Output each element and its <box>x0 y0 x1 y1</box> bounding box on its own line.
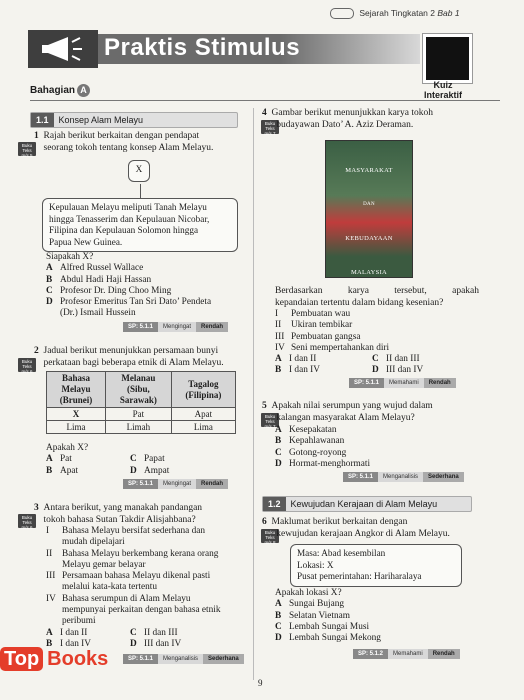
question-4: 4 Gambar berikut menunjukkan karya tokoh budayawan Dato’ A. Aziz Deraman. <box>262 108 433 130</box>
book-cover-image: MASYARAKAT DAN KEBUDAYAAN MALAYSIA <box>325 140 413 278</box>
col-melanau: Melanau (Sibu, Sarawak) <box>106 372 172 408</box>
q5-sp-tag: SP: 5.1.1 Menganalisis Sederhana <box>343 472 464 482</box>
kuiz-interaktif-label: Kuiz Interaktif <box>424 80 463 100</box>
q3-option-b[interactable]: B I dan IV <box>46 639 91 650</box>
q2-option-d[interactable]: D Ampat <box>130 465 170 476</box>
buku-teks-badge: Buku Teks m/s 7 <box>261 413 279 427</box>
running-header <box>330 8 460 19</box>
q2-options: Apakah X? A Pat C Papat B Apat D Ampat <box>46 443 170 476</box>
page-number: 9 <box>258 678 263 688</box>
q1-ask: Siapakah X? <box>46 252 94 262</box>
buku-teks-badge: Buku Teks m/s 7 <box>261 120 279 134</box>
q4-option-b[interactable]: B I dan IV <box>275 365 320 376</box>
book-title: Sejarah Tingkatan 2 <box>359 8 435 18</box>
q1-sp-tag: SP: 5.1.1 Mengingat Rendah <box>123 322 228 332</box>
q3-statements: I Bahasa Melayu bersifat sederhana dan mudah dipelajari II Bahasa Melayu berkembang kerana orang Melayu gemar belayar III Persamaan bahasa Melayu dikenal pasti melalui kata-kata tertentu IV Bahasa serumpun di Alam Melayu mempunyai perkaitan dengan bahasa etnik peribumi <box>46 526 221 627</box>
q3-option-a[interactable]: A I dan II <box>46 628 88 638</box>
section-label: Bahagian A <box>30 84 90 97</box>
table-row: X Pat Apat <box>47 408 236 421</box>
q6-option-c[interactable]: C Lembah Sungai Musi <box>275 621 370 632</box>
connector-line <box>140 184 141 198</box>
q1-option-d[interactable]: D Profesor Emeritus Tan Sri Dato’ Pendeta <box>46 297 212 308</box>
q1-option-b[interactable]: B Abdul Hadi Haji Hassan <box>46 274 152 285</box>
q1-option-a[interactable]: A Alfred Russel Wallace <box>46 263 144 274</box>
buku-teks-badge: Buku Teks m/s 5 <box>18 142 36 156</box>
q2-option-a[interactable]: A Pat <box>46 454 72 465</box>
q4-stem: Berdasarkan karya tersebut, apakah kepandaian tertentu dalam bidang kesenian? <box>275 286 479 308</box>
q2-option-b[interactable]: B Apat <box>46 465 79 476</box>
q5-options <box>275 425 475 470</box>
q3-sp-tag: SP: 5.1.1 Menganalisis Sederhana <box>123 654 244 664</box>
q4-option-c[interactable]: C II dan III <box>372 354 420 365</box>
watermark-logo: Top Books <box>0 648 112 671</box>
page-title: Praktis Stimulus <box>104 34 301 61</box>
q6-options: Apakah lokasi X? A Sungai Bujang B Selatan Vietnam C Lembah Sungai Musi D Lembah Sungai Mekong <box>275 588 475 644</box>
buku-teks-badge: Buku Teks m/s 6 <box>18 514 36 528</box>
q1-x-box: X <box>128 160 150 182</box>
question-2: 2 Jadual berikut menunjukkan persamaan bunyi perkataan bagi beberapa etnik di Alam Melayu. <box>34 346 224 368</box>
buku-teks-badge: Buku Teks m/s 6 <box>18 358 36 372</box>
q2-sp-tag: SP: 5.1.1 Mengingat Rendah <box>123 479 228 489</box>
table-row: Lima Limah Lima <box>47 421 236 434</box>
q1-quote-box: Kepulauan Melayu meliputi Tanah Melayu hingga Tenasserim dan Kepulauan Nicobar, Filipina dan Kepulauan Solomon hingga Papua New Guinea. <box>42 198 238 252</box>
q6-info-box: Masa: Abad kesembilan Lokasi: X Pusat pemerintahan: Hariharalaya <box>290 544 462 587</box>
section-heading-1-1: 1.1 Konsep Alam Melayu <box>30 112 238 128</box>
section-heading-1-2: 1.2 Kewujudan Kerajaan di Alam Melayu <box>262 496 472 512</box>
q2-table <box>46 371 236 434</box>
column-divider <box>253 108 254 680</box>
divider <box>30 100 500 101</box>
q6-option-b[interactable]: B Selatan Vietnam <box>275 610 350 621</box>
q5-option-d[interactable]: D Hormat-menghormati <box>275 458 371 469</box>
question-3: 3 Antara berikut, yang manakah pandangan tokoh bahasa Sutan Takdir Alisjahbana? <box>34 503 203 525</box>
q6-option-d[interactable]: D Lembah Sungai Mekong <box>275 633 381 644</box>
chapter-label: Bab 1 <box>437 8 460 18</box>
q1-option-c[interactable]: C Profesor Dr. Ding Choo Ming <box>46 285 172 296</box>
qr-code[interactable] <box>423 34 472 83</box>
q3-option-d[interactable]: D III dan IV <box>130 639 182 650</box>
q6-sp-tag: SP: 5.1.2 Memahami Rendah <box>353 649 460 659</box>
q6-option-a[interactable]: A Sungai Bujang <box>275 599 345 610</box>
q4-statements: I Pembuatan wau II Ukiran tembikar III Pembuatan gangsa IV Seni mempertahankan diri A I dan II C II dan III B I dan IV D III dan IV <box>275 309 424 376</box>
series-logo-icon <box>330 8 354 19</box>
q5-option-b[interactable]: B Kepahlawanan <box>275 436 345 447</box>
q3-option-c[interactable]: C II dan III <box>130 628 178 638</box>
col-tagalog: Tagalog (Filipina) <box>171 372 235 408</box>
q4-option-d[interactable]: D III dan IV <box>372 365 424 376</box>
buku-teks-badge: Buku Teks m/s 8 <box>261 529 279 543</box>
question-5: 5 Apakah nilai serumpun yang wujud dalam kalangan masyarakat Alam Melayu? <box>262 401 433 423</box>
q4-sp-tag: SP: 5.1.1 Memahami Rendah <box>349 378 456 388</box>
q5-option-c[interactable]: C Gotong-royong <box>275 447 347 458</box>
q4-option-a[interactable]: A I dan II <box>275 354 317 365</box>
q2-option-c[interactable]: C Papat <box>130 454 165 465</box>
q1-options: Siapakah X? A Alfred Russel Wallace B Abdul Hadi Haji Hassan C Profesor Dr. Ding Choo Ming D Profesor Emeritus Tan Sri Dato’ Pendeta (Dr.) Ismail Hussein <box>46 252 246 320</box>
question-1: 1 Rajah berikut berkaitan dengan pendapat seorang tokoh tentang konsep Alam Melayu. <box>34 131 214 153</box>
col-bahasa-melayu: Bahasa Melayu (Brunei) <box>47 372 106 408</box>
megaphone-icon <box>28 30 98 68</box>
question-6: 6 Maklumat berikut berkaitan dengan kewujudan kerajaan Angkor di Alam Melayu. <box>262 517 450 539</box>
q5-option-a[interactable]: A Kesepakatan <box>275 425 337 435</box>
